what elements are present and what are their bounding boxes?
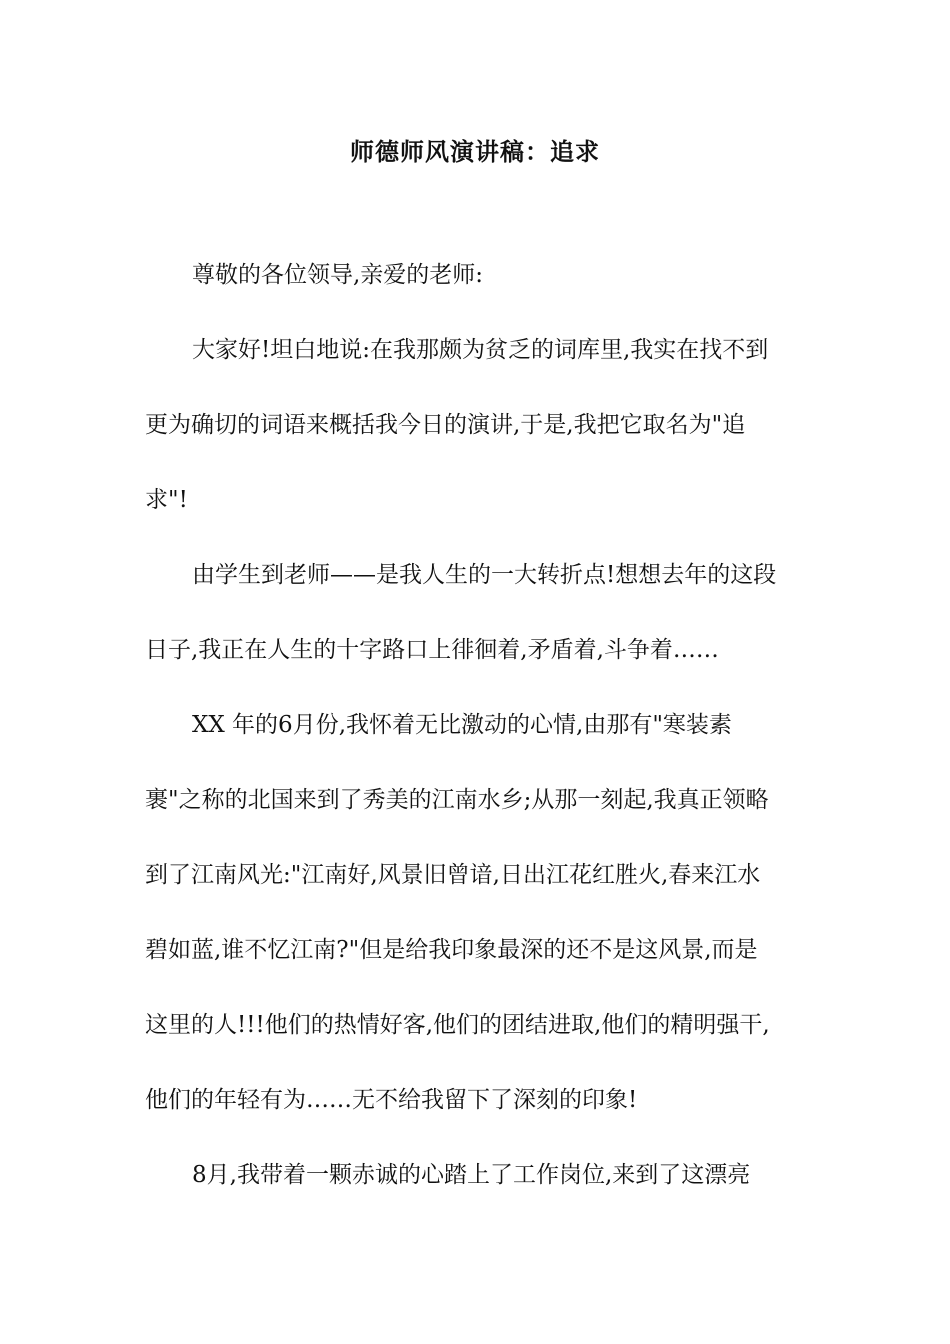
text-line: 日子,我正在人生的十字路口上徘徊着,矛盾着,斗争着…… bbox=[145, 637, 719, 663]
document-title: 师德师风演讲稿：追求 bbox=[350, 138, 600, 166]
document-body bbox=[145, 256, 815, 1194]
text-line: 更为确切的词语来概括我今日的演讲,于是,我把它取名为"追 bbox=[145, 412, 746, 438]
text-line: 尊敬的各位领导,亲爱的老师: bbox=[192, 262, 484, 288]
text-line: 他们的年轻有为……无不给我留下了深刻的印象! bbox=[145, 1087, 638, 1113]
text-line: 由学生到老师——是我人生的一大转折点!想想去年的这段 bbox=[192, 562, 777, 588]
text-line: 这里的人!!!他们的热情好客,他们的团结进取,他们的精明强干, bbox=[145, 1012, 770, 1038]
text-line: 到了江南风光:"江南好,风景旧曾谙,日出江花红胜火,春来江水 bbox=[145, 862, 761, 888]
text-line: XX 年的6月份,我怀着无比激动的心情,由那有"寒装素 bbox=[192, 712, 732, 738]
text-line: 大家好!坦白地说:在我那颇为贫乏的词库里,我实在找不到 bbox=[192, 337, 769, 363]
text-line: 求"! bbox=[145, 487, 188, 513]
text-line: 裹"之称的北国来到了秀美的江南水乡;从那一刻起,我真正领略 bbox=[145, 787, 769, 813]
text-line: 8月,我带着一颗赤诚的心踏上了工作岗位,来到了这漂亮 bbox=[192, 1162, 751, 1188]
text-line: 碧如蓝,谁不忆江南?"但是给我印象最深的还不是这风景,而是 bbox=[145, 937, 758, 963]
